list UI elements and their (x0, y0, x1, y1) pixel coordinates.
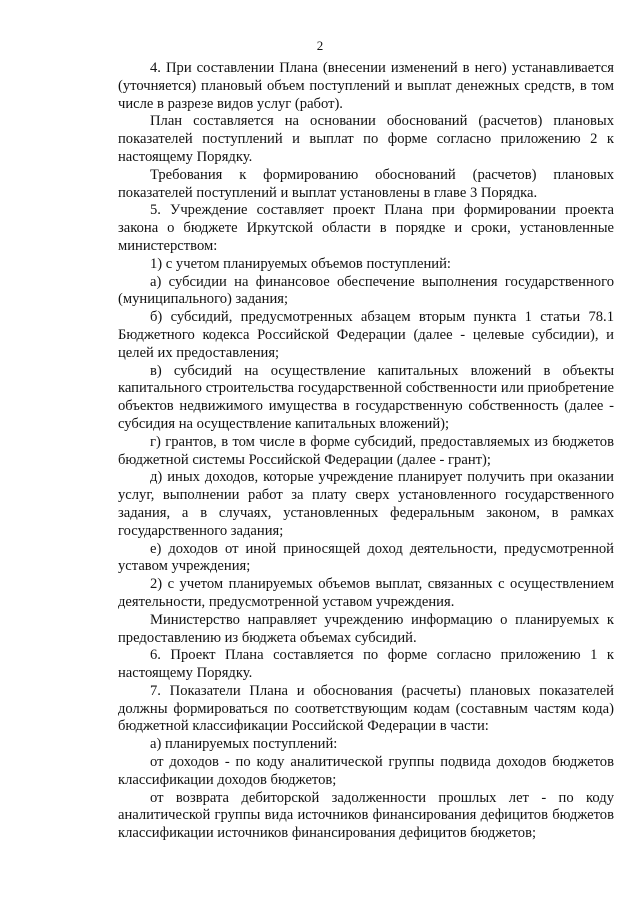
item-e-other-activity: е) доходов от иной приносящей доход деятельности, предусмотренной уставом учреждения; (118, 540, 614, 575)
item-v-capital-investments: в) субсидий на осуществление капитальных вложений в объекты капитального строительства государственной собственности или приобретение объектов недвижимого имущества в государственную собственность (далее - субсидия на осуществление капитальных вложений); (118, 362, 614, 432)
item-from-income: от доходов - по коду аналитической группы подвида доходов бюджетов классификации доходов бюджетов; (118, 754, 614, 788)
paragraph-6: 6. Проект Плана составляется по форме согласно приложению 1 к настоящему Порядку. (118, 647, 614, 682)
document-body (118, 60, 614, 843)
item-2-payments: 2) с учетом планируемых объемов выплат, связанных с осуществлением деятельности, предусмотренной уставом учреждения. (118, 576, 614, 610)
item-from-receivables: от возврата дебиторской задолженности прошлых лет - по коду аналитической группы вида источников финансирования дефицитов бюджетов классификации источников финансирования дефицитов бюджетов; (118, 789, 614, 842)
page-number: 2 (316, 38, 324, 53)
paragraph-7: 7. Показатели Плана и обоснования (расчеты) плановых показателей должны формироваться по соответствующим кодам (составным частям кода) бюджетной классификации Российской Федерации в части: (118, 682, 614, 735)
item-1-receipts: 1) с учетом планируемых объемов поступлений: (150, 255, 451, 272)
paragraph-4: 4. При составлении Плана (внесении изменений в него) устанавливается (уточняется) плановый объем поступлений и выплат денежных средств, в том числе в разрезе видов услуг (работ). (118, 60, 614, 112)
item-b-target-subsidies: б) субсидий, предусмотренных абзацем вторым пункта 1 статьи 78.1 Бюджетного кодекса Российской Федерации (далее - целевые субсидии), и целей их предоставления; (118, 309, 614, 361)
item-g-grants: г) грантов, в том числе в форме субсидий, предоставляемых из бюджетов бюджетной системы Российской Федерации (далее - грант); (118, 433, 614, 468)
paragraph-plan-basis: План составляется на основании обоснований (расчетов) плановых показателей поступлений и выплат по форме согласно приложению 2 к настоящему Порядку. (118, 113, 614, 165)
item-a-subsidy: а) субсидии на финансовое обеспечение выполнения государственного (муниципального) задания; (118, 273, 614, 308)
paragraph-requirements: Требования к формированию обоснований (расчетов) плановых показателей поступлений и выплат установлены в главе 3 Порядка. (118, 166, 614, 201)
paragraph-5: 5. Учреждение составляет проект Плана при формировании проекта закона о бюджете Иркутской области в порядке и сроки, установленные министерством: (118, 202, 614, 254)
paragraph-ministry: Министерство направляет учреждению информацию о планируемых к предоставлению из бюджета объемах субсидий. (118, 611, 614, 646)
item-d-other-income: д) иных доходов, которые учреждение планирует получить при оказании услуг, выполнении работ за плату сверх установленного государственного задания, а в случаях, установленных федеральным законом, в рамках государственного задания; (118, 469, 614, 539)
item-a-planned-receipts: а) планируемых поступлений: (150, 736, 338, 753)
